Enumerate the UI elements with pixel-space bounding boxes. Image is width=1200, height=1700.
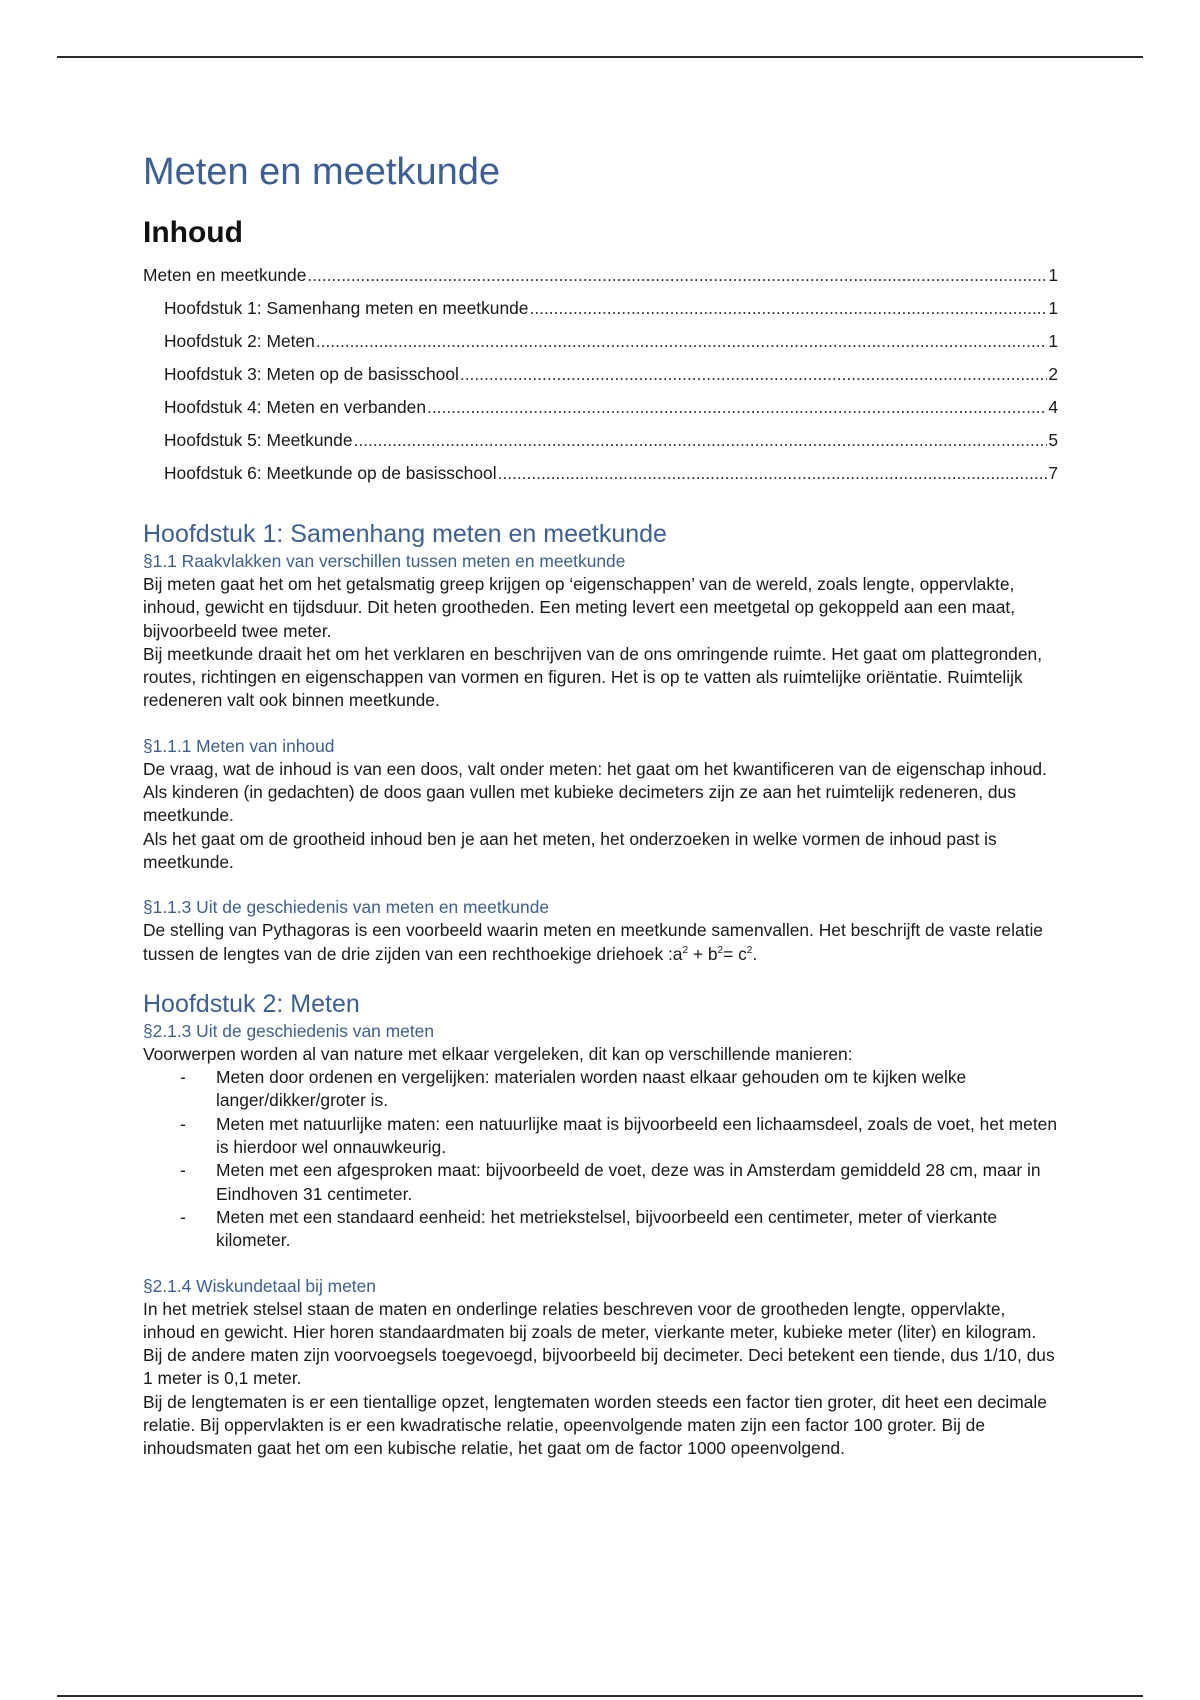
toc-entry[interactable] xyxy=(143,391,1058,424)
paragraph: Bij de lengtematen is er een tientallige opzet, lengtematen worden steeds een factor tien groter, dit heet een decimale relatie. Bij oppervlakten is er een kwadratische relatie, opeenvolgende maten zijn een factor 100 groter. Bij de inhoudsmaten gaat het om een kubische relatie, het gaat om de factor 1000 opeenvolgend. xyxy=(143,1391,1047,1459)
formula-part: + b xyxy=(688,943,718,964)
list-item-text: Meten met een afgesproken maat: bijvoorbeeld de voet, deze was in Amsterdam gemiddeld 28 cm, maar in Eindhoven 31 centimeter. xyxy=(216,1160,1041,1204)
list-item xyxy=(143,1066,1058,1113)
section-1-1-3-heading: §1.1.3 Uit de geschiedenis van meten en meetkunde xyxy=(143,897,550,918)
toc-entry[interactable] xyxy=(143,325,1058,358)
paragraph: In het metriek stelsel staan de maten en onderlinge relaties beschreven voor de grootheden lengte, oppervlakte, inhoud en gewicht. Hier horen standaardmaten bij zoals de meter, vierkante meter, kubieke meter (liter) en kilogram. Bij de andere maten zijn voorvoegsels toegevoegd, bijvoorbeeld bij decimeter. Deci betekent een tiende, dus 1/10, dus 1 meter is 0,1 meter. xyxy=(143,1298,1055,1389)
paragraph-pythagoras xyxy=(143,919,1058,966)
toc-entry-label: Meten en meetkunde xyxy=(143,265,307,285)
dash-bullet: - xyxy=(180,1067,186,1088)
toc-entry-page: 2 xyxy=(1048,364,1058,384)
toc-entry[interactable] xyxy=(143,259,1058,292)
list-item-text: Meten door ordenen en vergelijken: materialen worden naast elkaar gehouden om te kijken welke langer/dikker/groter is. xyxy=(216,1067,967,1111)
paragraph: De vraag, wat de inhoud is van een doos, valt onder meten: het gaat om het kwantificeren van de eigenschap inhoud. Als kinderen (in gedachten) de doos gaan vullen met kubieke decimeters zijn ze aan het ruimtelijk redeneren, dus meetkunde. xyxy=(143,758,1047,826)
toc-entry-label: Hoofdstuk 2: Meten xyxy=(164,331,315,351)
paragraph: Bij meetkunde draait het om het verklaren en beschrijven van de ons omringende ruimte. Het gaat om plattegronden, routes, richtingen en eigenschappen van vormen en figuren. Het is op te vatten als ruimtelijke oriëntatie. Ruimtelijk redeneren valt ook binnen meetkunde. xyxy=(143,643,1043,711)
toc-entry-label: Hoofdstuk 1: Samenhang meten en meetkunde xyxy=(164,298,529,318)
toc-leader-dots xyxy=(498,457,1048,490)
toc-leader-dots xyxy=(529,292,1047,325)
list-item-text: Meten met een standaard eenheid: het metriekstelsel, bijvoorbeeld een centimeter, meter of vierkante kilometer. xyxy=(216,1206,998,1251)
chapter-1-heading: Hoofdstuk 1: Samenhang meten en meetkunde xyxy=(143,520,667,548)
toc-leader-dots xyxy=(316,325,1048,358)
measuring-methods-list xyxy=(143,1066,1058,1252)
toc-entry-label: Hoofdstuk 3: Meten op de basisschool xyxy=(164,364,459,384)
exponent: 2 xyxy=(717,944,724,956)
dash-bullet: - xyxy=(180,1160,186,1181)
exponent: 2 xyxy=(746,944,753,956)
chapter-1 xyxy=(143,518,1058,966)
paragraph: Als het gaat om de grootheid inhoud ben je aan het meten, het onderzoeken in welke vormen de inhoud past is meetkunde. xyxy=(143,828,997,872)
toc-leader-dots xyxy=(427,391,1047,424)
section-1-1-1-heading: §1.1.1 Meten van inhoud xyxy=(143,735,335,756)
dash-bullet: - xyxy=(180,1206,186,1227)
toc-leader-dots xyxy=(354,424,1048,457)
section-2-1-4-heading: §2.1.4 Wiskundetaal bij meten xyxy=(143,1275,376,1296)
toc-entry[interactable] xyxy=(143,424,1058,457)
toc-entry[interactable] xyxy=(143,292,1058,325)
formula-part: = c xyxy=(723,943,747,964)
pythagoras-text: De stelling van Pythagoras is een voorbeeld waarin meten en meetkunde samenvallen. Het beschrijft de vaste relatie tussen de lengtes van de drie zijden van een rechthoekige driehoek :a xyxy=(143,920,1043,964)
formula-part: . xyxy=(752,943,758,964)
toc-entry[interactable] xyxy=(143,457,1058,490)
list-item xyxy=(143,1113,1058,1160)
footer-rule xyxy=(57,1695,1143,1697)
table-of-contents xyxy=(143,259,1058,490)
toc-entry-page: 7 xyxy=(1048,463,1058,483)
list-item xyxy=(143,1159,1058,1206)
toc-entry-page: 1 xyxy=(1048,331,1058,351)
section-1-1-heading: §1.1 Raakvlakken van verschillen tussen meten en meetkunde xyxy=(143,551,626,571)
dash-bullet: - xyxy=(180,1113,186,1134)
toc-entry-page: 5 xyxy=(1048,430,1058,450)
paragraph: Voorwerpen worden al van nature met elkaar vergeleken, dit kan op verschillende manieren: xyxy=(143,1043,853,1064)
toc-entry-page: 4 xyxy=(1048,397,1058,417)
document-page xyxy=(143,140,1058,1461)
list-item xyxy=(143,1206,1058,1253)
toc-entry[interactable] xyxy=(143,358,1058,391)
toc-entry-page: 1 xyxy=(1048,265,1058,285)
toc-leader-dots xyxy=(460,358,1047,391)
paragraph: Bij meten gaat het om het getalsmatig greep krijgen op ‘eigenschappen’ van de wereld, zoals lengte, oppervlakte, inhoud, gewicht en tijdsduur. Dit heten grootheden. Een meting levert een meetgetal op gekoppeld aan een maat, bijvoorbeeld twee meter. xyxy=(143,574,1016,641)
toc-heading: Inhoud xyxy=(143,216,243,249)
header-rule xyxy=(57,56,1143,58)
chapter-2 xyxy=(143,988,1058,1461)
toc-entry-page: 1 xyxy=(1048,298,1058,318)
toc-entry-label: Hoofdstuk 5: Meetkunde xyxy=(164,430,353,450)
exponent: 2 xyxy=(682,944,689,956)
toc-leader-dots xyxy=(307,259,1047,292)
chapter-2-heading: Hoofdstuk 2: Meten xyxy=(143,989,360,1018)
toc-entry-label: Hoofdstuk 4: Meten en verbanden xyxy=(164,397,426,417)
section-2-1-3-heading: §2.1.3 Uit de geschiedenis van meten xyxy=(143,1020,434,1041)
document-title: Meten en meetkunde xyxy=(143,151,501,193)
list-item-text: Meten met natuurlijke maten: een natuurlijke maat is bijvoorbeeld een lichaamsdeel, zoals de voet, het meten is hierdoor wel onnauwkeurig. xyxy=(216,1113,1058,1158)
toc-entry-label: Hoofdstuk 6: Meetkunde op de basisschool xyxy=(164,463,497,483)
